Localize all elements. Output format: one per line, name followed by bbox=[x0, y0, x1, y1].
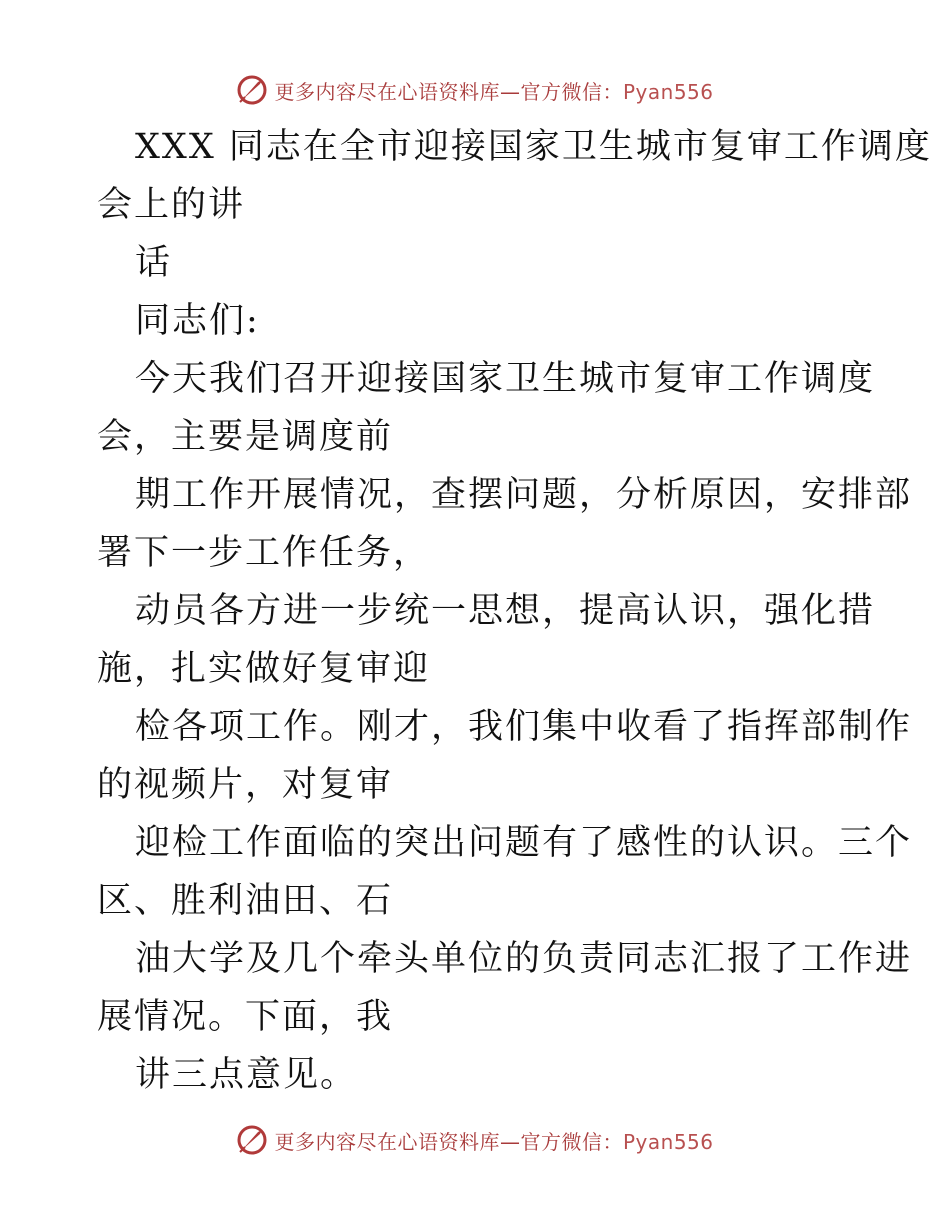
footer-banner bbox=[0, 1120, 950, 1160]
paragraph-line: 的视频片，对复审 bbox=[97, 765, 394, 805]
paragraph-line: 今天我们召开迎接国家卫生城市复审工作调度 bbox=[135, 359, 876, 399]
header-banner-handle: Pyan556 bbox=[622, 79, 714, 104]
paragraph-line: 展情况。下面，我 bbox=[97, 997, 394, 1037]
header-banner bbox=[0, 70, 950, 110]
title-line-3: 话 bbox=[135, 243, 173, 283]
quill-pen-logo-icon bbox=[236, 1124, 268, 1156]
paragraph-line: 期工作开展情况，查摆问题，分析原因，安排部 bbox=[135, 475, 913, 515]
footer-banner-handle: Pyan556 bbox=[622, 1129, 714, 1154]
paragraph-line: 油大学及几个牵头单位的负责同志汇报了工作进 bbox=[135, 939, 913, 979]
title-line-2: 会上的讲 bbox=[97, 185, 246, 225]
paragraph-line: 会，主要是调度前 bbox=[97, 417, 394, 457]
title-line-1: XXX 同志在全市迎接国家卫生城市复审工作调度 bbox=[135, 127, 932, 167]
paragraph-line: 施，扎实做好复审迎 bbox=[97, 649, 431, 689]
paragraph-line: 迎检工作面临的突出问题有了感性的认识。三个 bbox=[135, 823, 913, 863]
paragraph-line: 检各项工作。刚才，我们集中收看了指挥部制作 bbox=[135, 707, 913, 747]
paragraph-line: 动员各方进一步统一思想，提高认识，强化措 bbox=[135, 591, 876, 631]
footer-banner-text: 更多内容尽在心语资料库—官方微信：Pyan556 bbox=[274, 1129, 714, 1154]
header-banner-text: 更多内容尽在心语资料库—官方微信：Pyan556 bbox=[274, 79, 714, 104]
paragraph-line: 署下一步工作任务， bbox=[97, 533, 431, 573]
paragraph-line: 区、胜利油田、石 bbox=[97, 881, 394, 921]
salutation: 同志们: bbox=[135, 301, 260, 341]
quill-pen-logo-icon bbox=[236, 74, 268, 106]
paragraph-line: 讲三点意见。 bbox=[135, 1055, 358, 1095]
